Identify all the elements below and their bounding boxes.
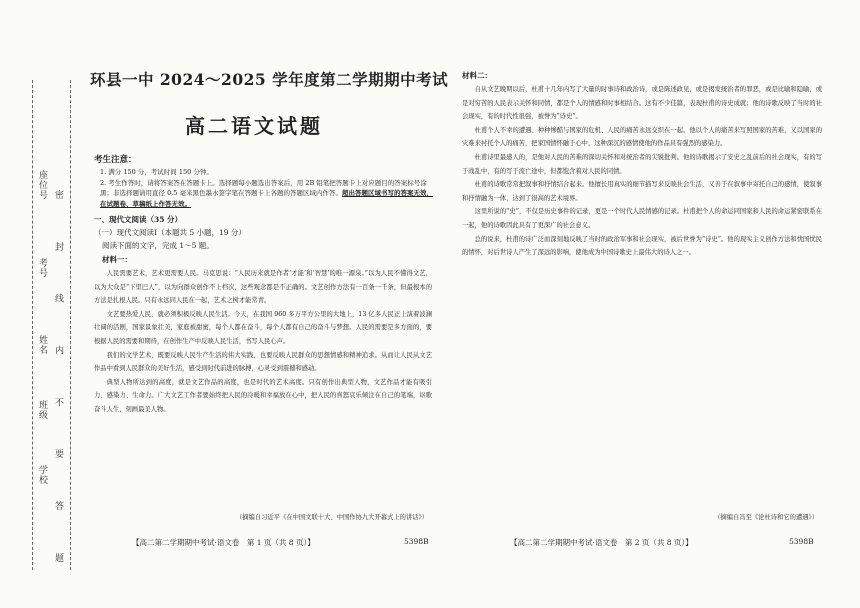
passage [94, 267, 432, 417]
paragraph: 文艺要热爱人民，就必须积极反映人民生活。今天，在我国 960 多万平方公里的大地上，13 亿多人民正上演着波澜壮阔的活剧，国家景象壮美，家庭被甜蜜，每个人都在奋斗，每个人都有自己的奋斗与梦想。人民的需要是多方面的，要根据人民的需要和期待，在创作生产中反映人民生活，书写人民心声。 [94, 310, 432, 345]
notice-emphasis: 超出答题区域书写的答案无效，在试题卷、草稿纸上作答无效。 [100, 189, 433, 208]
paragraph: 这里所说的“史”，不仅是历史事件的记录，更是一个时代人民情感的记录。杜甫把个人的命运同国家和人民的命运紧密联系在一起，他的诗歌因此具有了更深广的社会意义。 [462, 208, 822, 229]
notice-heading: 考生注意： [94, 155, 137, 165]
left-page [86, 0, 449, 608]
notice-item: 1. 满分 150 分，考试时间 150 分钟。 [100, 168, 213, 176]
paragraph: 杜甫的诗歌常常把叙事和抒情结合起来。他擅长用真实的细节描写来反映社会生活，又善于在叙事中寄托自己的感情，使叙事和抒情融为一体，达到了很高的艺术境界。 [462, 181, 822, 202]
notice-text: 2. 考生作答时，请将答案答在答题卡上。选择题每小题选出答案后，用 2B 铅笔把答题卡上对应题目的答案标号涂黑；非选择题请用直径 0.5 毫米黑色墨水签字笔在答题卡上各题的答题区域内作答。 [100, 178, 427, 197]
exam-subtitle: 高二语文试题 [185, 114, 323, 138]
cut-line-inner [70, 80, 71, 570]
paragraph: 杜甫个人不幸的遭遇、种种惨酷与国家的危机、人民的痛苦永远交织在一起。他以个人的痛苦来写照国家的苦难，又以国家的灾难来衬托个人的痛苦，把家国情怀融于心中，这种深沉的感情使他的作品具有强烈的感染力。 [462, 126, 822, 148]
class-label: 班级 [37, 400, 47, 420]
paragraph: 我们的文学艺术，既要反映人民生产生活的伟大实践，也要反映人民群众的思想情感和精神追求。从而让人民从文艺作品中看到人民群众的美好生活，感受到时代前进的脉搏，心灵受到震撼和感动。 [94, 351, 432, 373]
name-label: 姓名 [37, 335, 47, 355]
citation: （摘编自习近平《在中国文联十大、中国作协九大开幕式上的讲话》） [235, 514, 428, 521]
notice-item [100, 178, 434, 210]
page-footer: 【高二第二学期期中考试·语文卷 第 2 页（共 8 页）】 [510, 538, 693, 547]
right-page [454, 0, 826, 608]
paragraph: 总的说来，杜甫的诗广泛而深刻地反映了当时的政治军事和社会现实，被后世誉为“诗史”。他的现实主义创作方法和忧国忧民的情怀，对后世诗人产生了深远的影响，使他成为中国诗歌史上最伟大的诗人之一。 [462, 235, 822, 257]
paragraph: 人民需要艺术，艺术更需要人民。马克思说：“人民历来就是作者‘才能’和‘智慧’的唯一源泉。”以为人民不懂得文艺，以为大众是“下里巴人”，以为向群众创作不上档次，这些观念都是不正确的。文艺创作方法有一百条一千条，但最根本的方法是扎根人民。只有永远同人民在一起，艺术之树才能常青。 [94, 270, 432, 305]
cut-line-outer [32, 80, 33, 570]
paper-code: 5398B [789, 537, 814, 546]
paragraph: 杜甫诗里最感人的，是他对人民的苦难的深切关怀和对统治者的尖锐批判。他的诗歌揭示了安史之乱前后的社会现实，有的写于战乱中，有的写于流亡途中，但都饱含着对人民的同情。 [462, 153, 822, 175]
paragraph: 自从文艺晚期以后，杜甫十几年内写了大量的时事诗和政治诗，或是陈述政见，或是揭发统治者的罪恶，或是比喻和隐喻，或是对穷苦的人民表示关怀和同情，都是个人的情感和时事相结合。这有不少佳篇，表现杜甫的诗史成就；他的诗歌反映了当时的社会现实，有的时代性很强，被誉为“诗史”。 [462, 86, 822, 121]
binding-strip [0, 0, 84, 608]
passage [462, 83, 822, 260]
notice-list [100, 167, 434, 209]
seal-line-text: 密 封 线 内 不 要 答 题 [53, 190, 63, 583]
paragraph: 典型人物所达到的高度，就是文艺作品的高度，也是时代的艺术高度。只有创作出典型人物，文艺作品才能有吸引力、感染力、生命力。广大文艺工作者要始终把人民的冷暖和幸福放在心中，把人民的喜怒哀乐倾注在自己的笔端，讴歌奋斗人生，刻画最美人物。 [94, 378, 432, 413]
page-footer: 【高二第二学期期中考试·语文卷 第 1 页（共 8 页）】 [132, 538, 315, 547]
section-heading: 一、现代文阅读（35 分） [94, 215, 183, 224]
exam-number-label: 考号 [37, 258, 47, 278]
seat-number-label: 座位号 [37, 170, 47, 200]
exam-title: 环县一中 2024～2025 学年度第二学期期中考试 [90, 70, 449, 89]
instruction: 阅读下面的文字，完成 1～5 题。 [102, 241, 214, 250]
citation: （摘编自冯至《论杜诗和它的遭遇》） [714, 514, 818, 521]
paper-code: 5398B [404, 537, 429, 546]
school-label: 学校 [37, 465, 47, 485]
subsection-heading: （一）现代文阅读Ⅰ（本题共 5 小题，19 分） [94, 228, 246, 237]
material-label: 材料一： [102, 255, 132, 264]
material-label: 材料二： [462, 71, 492, 80]
